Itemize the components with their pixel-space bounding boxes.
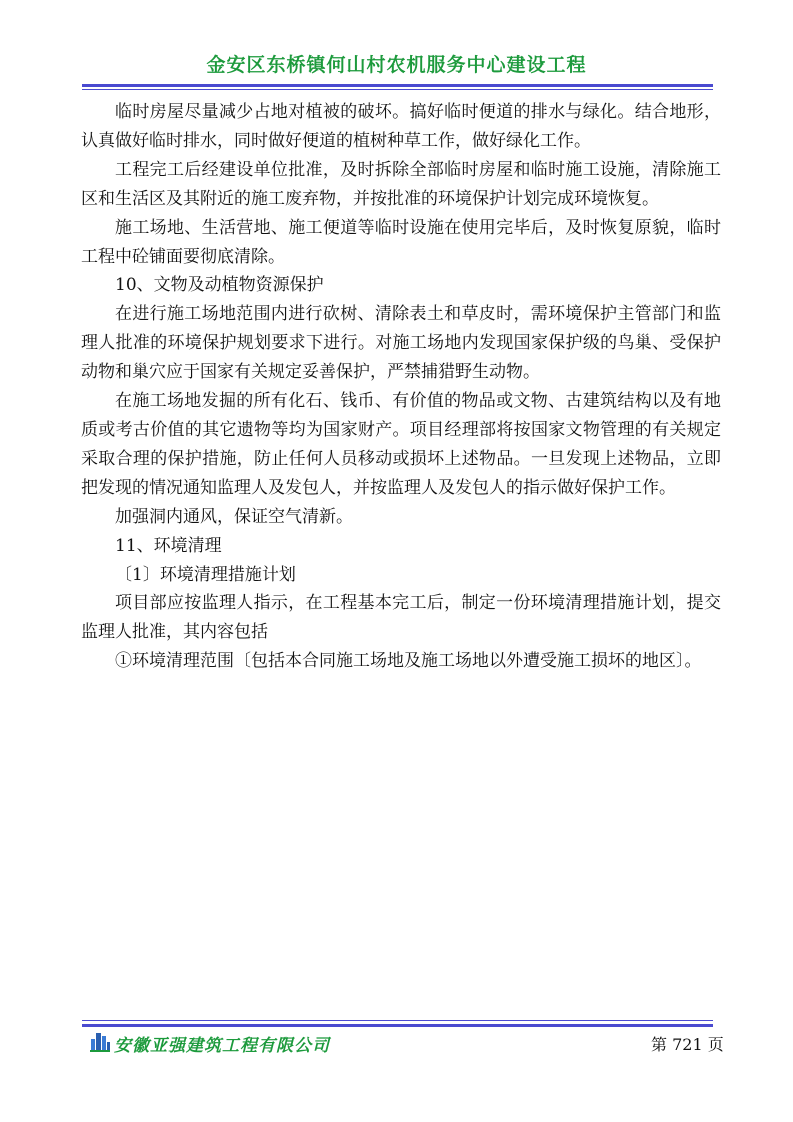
page-header-title: 金安区东桥镇何山村农机服务中心建设工程	[206, 54, 587, 76]
paragraph: 工程完工后经建设单位批准，及时拆除全部临时房屋和临时施工设施，清除施工区和生活区及其附近的施工废弃物，并按批准的环境保护计划完成环境恢复。	[81, 159, 721, 209]
company-logo-icon	[90, 1030, 110, 1052]
footer-rule-thick	[82, 1024, 713, 1027]
footer-company-name: 安徽亚强建筑工程有限公司	[114, 1036, 330, 1056]
section-heading: 11、环境清理	[115, 535, 222, 556]
page-number: 第 721 页	[651, 1035, 724, 1054]
section-heading: 10、文物及动植物资源保护	[115, 275, 324, 296]
paragraph: 临时房屋尽量减少占地对植被的破坏。搞好临时便道的排水与绿化。结合地形，认真做好临时排水，同时做好便道的植树种草工作，做好绿化工作。	[81, 102, 721, 151]
paragraph: 项目部应按监理人指示，在工程基本完工后，制定一份环境清理措施计划，提交监理人批准，其内容包括	[81, 593, 721, 643]
paragraph: ①环境清理范围〔包括本合同施工场地及施工场地以外遭受施工损坏的地区〕。	[115, 651, 702, 672]
document-body	[81, 98, 721, 676]
paragraph: 在施工场地发掘的所有化石、钱币、有价值的物品或文物、古建筑结构以及有地质或考古价值的其它遗物等均为国家财产。项目经理部将按国家文物管理的有关规定采取合理的保护措施，防止任何人员移动或损坏上述物品。一旦发现上述物品，立即把发现的情况通知监理人及发包人，并按监理人及发包人的指示做好保护工作。	[81, 391, 721, 498]
header-rule-thin	[82, 89, 713, 90]
paragraph: 在进行施工场地范围内进行砍树、清除表土和草皮时，需环境保护主管部门和监理人批准的环境保护规划要求下进行。对施工场地内发现国家保护级的鸟巢、受保护动物和巢穴应于国家有关规定妥善保护，严禁捕猎野生动物。	[81, 304, 721, 383]
paragraph: 施工场地、生活营地、施工便道等临时设施在使用完毕后，及时恢复原貌，临时工程中砼铺面要彻底清除。	[81, 217, 721, 267]
subsection-heading: 〔1〕环境清理措施计划	[115, 564, 296, 585]
footer-rule-thin	[82, 1020, 713, 1021]
paragraph: 加强洞内通风，保证空气清新。	[115, 506, 353, 527]
header-rule-thick	[82, 84, 713, 87]
